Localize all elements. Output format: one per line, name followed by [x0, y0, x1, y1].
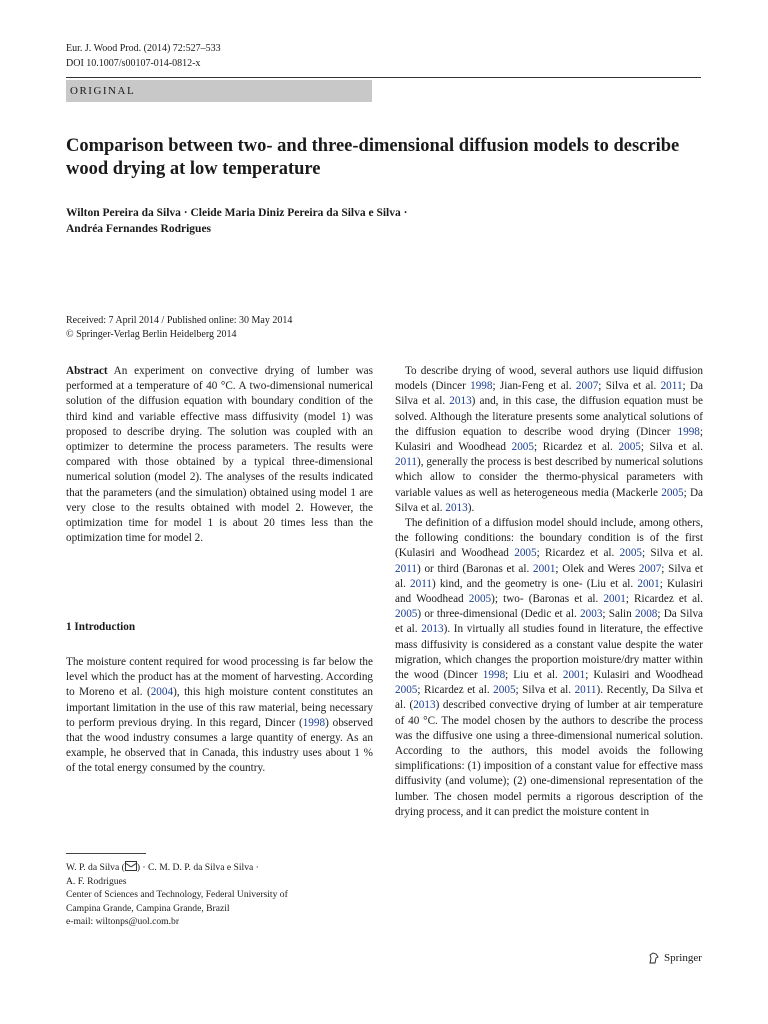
citation-link[interactable]: 2013 — [421, 623, 444, 636]
abstract-label: Abstract — [66, 365, 108, 377]
footnote-rule — [66, 853, 146, 854]
citation-link[interactable]: 2013 — [445, 501, 468, 514]
citation-link[interactable]: 2011 — [395, 562, 417, 575]
publication-dates — [66, 314, 292, 342]
authors-line-1: Wilton Pereira da Silva · Cleide Maria Diniz Pereira da Silva e Silva · — [66, 207, 408, 219]
citation-link[interactable]: 2008 — [635, 608, 658, 621]
citation-link[interactable]: 2004 — [150, 686, 174, 699]
copyright: © Springer-Verlag Berlin Heidelberg 2014 — [66, 329, 237, 340]
received-date: Received: 7 April 2014 / Published online: 30 May 2014 — [66, 315, 293, 326]
abstract-text: An experiment on convective drying of lumber was performed at a temperature of 40 °C. A two-dimensional numerical solution of the diffusion equation with boundary condition of the third kind and variable effective mass diffusivity (model 1) was proposed to describe drying. The solution was coupled with an optimizer to determine the process parameters. The results were compared with those obtained by a typical three-dimensional numerical solution (model 2). The analyses of the results indicated that the parameters (and the simulation) obtained using model 1 are very close to the results obtained with model 2. However, the optimization time for model 1 is about 20 times less than the optimization time for model 2. — [66, 365, 373, 545]
citation-link[interactable]: 2013 — [449, 395, 472, 408]
intro-paragraph: The moisture content required for wood processing is far below the level which the product has at the moment of harvesting. According to Moreno et al. (2004), this high moisture content constitutes an important limitation in the use of this raw material, being necessary to perform previous drying. In this regard, Dincer (1998) observed that the wood industry consumes a large quantity of energy. As an example, he observed that in Canada, this industry uses about 1 % of the total energy consumed by the country. — [66, 656, 373, 775]
citation-link[interactable]: 1998 — [470, 380, 493, 393]
citation-link[interactable]: 2001 — [603, 593, 626, 606]
doi-link[interactable]: DOI 10.1007/s00107-014-0812-x — [66, 58, 201, 69]
publisher-name: Springer — [664, 952, 702, 964]
citation-link[interactable]: 2003 — [580, 608, 603, 621]
springer-horse-icon — [648, 952, 660, 964]
citation-link[interactable]: 2005 — [618, 441, 641, 454]
abstract-block — [66, 364, 373, 546]
section-tag: ORIGINAL — [66, 80, 372, 102]
citation-link[interactable]: 2001 — [637, 577, 660, 590]
citation-link[interactable]: 1998 — [482, 669, 506, 682]
citation-link[interactable]: 2001 — [533, 562, 556, 575]
author-footnote: W. P. da Silva ( ) · C. M. D. P. da Silva e Silva · A. F. Rodrigues Center of Sciences and Technology, Federal University of Campina Grande, Campina Grande, Brazil e-mail: wiltonps@uol.com.br — [66, 861, 373, 929]
section-heading-introduction: 1 Introduction — [66, 621, 136, 633]
citation-link[interactable]: 2005 — [395, 684, 418, 697]
citation-link[interactable]: 2005 — [493, 684, 516, 697]
citation-link[interactable]: 2011 — [574, 684, 597, 697]
body-paragraph: To describe drying of wood, several authors use liquid diffusion models (Dincer 1998; Jian-Feng et al. 2007; Silva et al. 2011; Da Silva et al. 2013) and, in this case, the diffusion equation must be solved. Although the literature presents some analytical solutions of the diffusion equation to describe wood drying (Dincer 1998; Kulasiri and Woodhead 2005; Ricardez et al. 2005; Silva et al. 2011), generally the process is best described by numerical solutions which allow to consider the thermo-physical parameters with variable values as well as heterogeneous media (Mackerle 2005; Da Silva et al. 2013). — [395, 365, 704, 514]
citation-link[interactable]: 2005 — [514, 547, 537, 560]
mail-icon[interactable] — [125, 861, 137, 871]
citation-link[interactable]: 2013 — [413, 699, 436, 712]
author-email[interactable]: e-mail: wiltonps@uol.com.br — [66, 916, 180, 927]
citation-link[interactable]: 2005 — [468, 593, 492, 606]
citation-link[interactable]: 2011 — [410, 577, 432, 590]
right-column — [395, 364, 703, 820]
citation-link[interactable]: 2007 — [638, 562, 662, 575]
author-list — [66, 205, 696, 237]
citation-link[interactable]: 2005 — [619, 547, 643, 560]
citation-link[interactable]: 2005 — [661, 486, 684, 499]
citation-link[interactable]: 2007 — [575, 380, 599, 393]
citation-link[interactable]: 2005 — [511, 441, 534, 454]
citation-link[interactable]: 2011 — [395, 456, 417, 469]
body-paragraph: The definition of a diffusion model should include, among others, the following conditions: the boundary condition is of the first (Kulasiri and Woodhead 2005; Ricardez et al. 2005; Silva et al. 2011) or third (Baronas et al. 2001; Olek and Weres 2007; Silva et al. 2011) kind, and the geometry is one- (Liu et al. 2001; Kulasiri and Woodhead 2005); two- (Baronas et al. 2001; Ricardez et al. 2005) or three-dimensional (Dedic et al. 2003; Salin 2008; Da Silva et al. 2013). In virtually all studies found in literature, the effective mass diffusivity is considered as a constant value despite the water migration, which changes the proportion moisture/dry matter within the wood (Dincer 1998; Liu et al. 2001; Kulasiri and Woodhead 2005; Ricardez et al. 2005; Silva et al. 2011). Recently, Da Silva et al. (2013) described convective drying of lumber at air temperature of 40 °C. The model chosen by the authors to describe the process was the diffusive one using a three-dimensional numerical solution. According to the authors, this model avoids the following simplifications: (1) imposition of a constant value for effective mass diffusivity (and volume); (2) one-dimensional representation of the lumber. The chosen model permits a rigorous description of the drying process, and it can predict the moisture content in — [395, 517, 704, 818]
publisher-logo — [648, 952, 702, 964]
citation-link[interactable]: 2005 — [395, 608, 418, 621]
citation-link[interactable]: 1998 — [302, 716, 326, 729]
journal-info — [66, 41, 221, 71]
journal-citation: Eur. J. Wood Prod. (2014) 72:527–533 — [66, 43, 221, 54]
citation-link[interactable]: 1998 — [677, 425, 700, 438]
authors-line-2: Andréa Fernandes Rodrigues — [66, 223, 212, 235]
paper-title: Comparison between two- and three-dimensional diffusion models to describe wood drying at low temperature — [66, 136, 680, 179]
citation-link[interactable]: 2001 — [562, 669, 586, 682]
header-rule — [66, 77, 701, 78]
citation-link[interactable]: 2011 — [660, 380, 683, 393]
